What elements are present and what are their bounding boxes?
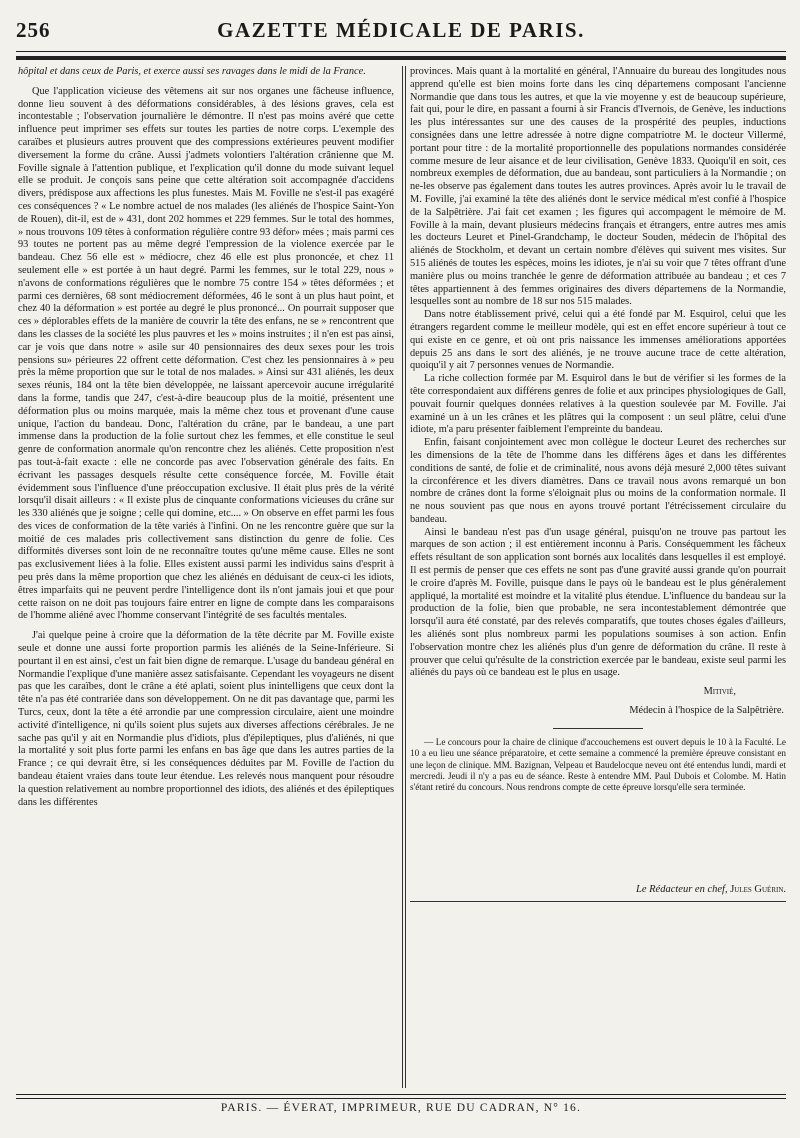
right-paragraph-5: Ainsi le bandeau n'est pas d'un usage général, puisqu'on ne trouve pas partout les marques de son action ; il est entièrement inconnu à Paris. Conséquemment les fâcheux effets résultant de son application sont bornés aux localités dans lesquelles il est employé. Il est permis de penser que ces effets ne sont pas d'une gravité aussi grande qu'on pourrait le croire d'après M. Foville, puisque dans le pays où le bandeau est le plus généralement appliqué, la mortalité est moindre et la vitalité plus étendue. L'influence du bandeau sur la production de la folie, bien que probable, ne sera incontestablement démontrée que lorsqu'il aura été constaté, par des relevés comparatifs, que toutes choses égales d'ailleurs, les aliénés sont plus nombreux parmi les populations soumises à son action. Enfin l'observation montre chez les aliénés plus d'un genre de déformation du crâne. Il reste à prouver que celui qu'résulte de la constriction exercée par le bandeau, existe seul parmi les aliénés du pays où ce bandeau est le plus en usage. bbox=[410, 526, 786, 679]
left-paragraph-2: Que l'application vicieuse des vêtemens ait sur nos organes une fâcheuse influence, donne lieu souvent à des déformations considérables, à des lésions graves, cela est incontestable ; l'observation journalière le démontre. Il n'est pas moins avéré que cette influence peut imprimer ses effets sur toutes les parties de notre corps. L'exemple des caraïbes et plusieurs autres prouvent que des compressions extérieures peuvent modifier diversement la forme du crâne. Aussi j'admets volontiers l'altération crânienne que M. Foville signale à l'attention publique, et l'explication qu'il donne du mode suivant lequel elle se produit. Je conçois sans peine que cette altération soit accompagnée d'accidens divers, prédispose aux affections les plus funestes. Mais M. Foville ne s'est-il pas exagéré ces conséquences ? « Le nombre actuel de nos malades (les aliénés de l'hospice Saint-Yon de Rouen), dit-il, est de » 431, dont 202 hommes et 229 femmes. Sur le total des hommes, » nous trouvons 109 têtes à conformation régulière contre 93 défor» mées ; mais parmi ces 93 toutes ne portent pas au même degré l'empression de la violence exercée par le bandeau. Chez 56 elle est » médiocre, chez 46 elle est plus prononcée, et chez 11 seulement elle » est portée à un haut degré. Parmi les femmes, sur le total 229, nous » n'avons de conformations régulières que le nombre 75 contre 154 » têtes déformées ; et parmi ces dernières, 68 sont médiocrement déformées, 46 le sont à un plus haut point, et chez 40 la déformation » est portée au degré le plus prononcé... On pourrait supposer que ces » déplorables effets de la manière de couvrir la tête des enfans, ne se » rencontrent que dans les classes de la société les plus pauvres et les » moins instruites ; il n'en est pas ainsi, car je vois que dans notre » asile sur 40 pensionnaires des deux sexes pour les trois pensions su» périeures 22 offrent cette déformation. C'est chez les pensionnaires à » peu près la même proportion que sur le total de nos malades. » Ainsi sur 431 aliénés, les deux sexes réunis, 184 ont la tête bien développée, ne laissant apercevoir aucune irrégularité dans la forme, tandis que 247, c'est-à-dire beaucoup plus de la moitié, présentent une déformation plus ou moins marquée, mais la même chez tous et provenant d'une cause unique, l'action du bandeau. Donc, l'altération du crâne, par le bandeau, a une part immense dans la production de la folie surtout chez les femmes, et elle constitue le seul genre de conformation anormale qu'on rencontre chez les aliénés. Cette proposition n'est pas tout-à-fait exacte : elle ne concorde pas avec l'observation générale des faits. En écrivant les passages desquels résulte cette conséquence forcée, M. Foville était évidemment sous l'influence d'une préoccupation exclusive. Il était plus près de la vérité lorsqu'il disait ailleurs : « Il existe plus de cinquante conformations vicieuses du crâne sur les 330 aliénés que je soigne ; celle qui domine, etc.... » On observe en effet parmi les fous des vices de conformation de la tête variés à l'infini. On ne les rencontre guère que sur la moitié de ces malades pris collectivement sans distinction du genre de folie. Ces difformités diverses sont loin de ne reconnaître toutes qu'une même cause. Elles ne sont pas exclusivement liées à la folie. Elles existent aussi parmi les individus sains d'esprit à peu près dans la même proportion que chez les aliénés en déduisant de ceux-ci les idiots, êtres imparfaits qui ne peuvent perdre l'intelligence dont ils n'ont jamais joui et que pour cette raison on ne doit pas toujours faire entrer en ligne de compte dans les comparaisons de l'homme aliéné avec l'homme conservant l'intégrité de ses facultés mentales. bbox=[18, 85, 394, 622]
page-number: 256 bbox=[16, 18, 51, 42]
header-rule-thin bbox=[16, 51, 786, 52]
header-rule-thick bbox=[16, 56, 786, 60]
article-columns bbox=[16, 66, 786, 1088]
notice-separator bbox=[553, 728, 643, 729]
newspaper-page bbox=[16, 10, 786, 1128]
right-paragraph-4: Enfin, faisant conjointement avec mon collègue le docteur Leuret des recherches sur les dimensions de la tête de l'homme dans les différens âges et dans les différentes conditions de santé, de folie et de criminalité, nous avons déjà mesuré 2,000 têtes suivant la circonférence et les divers diamètres. Dans ce travail nous avons remarqué un bon nombre de crânes dont la forme s'éloignait plus ou moins de la conformation normale. Il ne nous souvient pas que nous en ayons trouvé portant l'étrécissement circulaire du bandeau. bbox=[410, 437, 786, 525]
editor-rule bbox=[410, 901, 786, 902]
left-column bbox=[18, 66, 394, 1088]
right-paragraph-2: Dans notre établissement privé, celui qui a été fondé par M. Esquirol, celui que les étrangers regardent comme le meilleur modèle, qui est en effet encore supérieur à tout ce qui existe en ce genre, et où ont pris naissance les immenses améliorations apportées depuis 25 ans dans le sort des aliénés, je ne trouve aucune trace de cette altération, quoiqu'il y ait 7 personnes venues de Normandie. bbox=[410, 309, 786, 372]
editor-signature bbox=[410, 884, 786, 897]
footer-rule-thin bbox=[16, 1098, 786, 1099]
left-paragraph-1: hôpital et dans ceux de Paris, et exerce aussi ses ravages dans le midi de la France. bbox=[18, 66, 366, 77]
editor-name: Jules Guérin. bbox=[730, 883, 786, 895]
column-divider-second bbox=[405, 66, 406, 1088]
page-title: GAZETTE MÉDICALE DE PARIS. bbox=[217, 18, 585, 42]
left-paragraph-3: J'ai quelque peine à croire que la déformation de la tête décrite par M. Foville existe seule et donne une aussi forte proportion parmis les aliénés de la Seine-Inférieure. Si pourtant il en est ainsi, c'est un fait bien digne de remarque. L'usage du bandeau général en Normandie l'explique d'une manière assez satisfaisante. Cependant les voyageurs ne disent pas que les caraïbes, dont le crâne a été aplati, soient plus inintelligens que ceux dont la tête n'a pas été contrariée dans son développement. On ne dit pas davantage que, parmi les Turcs, ceux, dont la tête a été arrondie par une compression circulaire, aient une moindre activité d'intelligence, ni qu'ils soient plus sujets aux diverses affections cérébrales. Je ne sache pas qu'il y ait en Normandie plus d'idiots, plus d'épileptiques, plus d'aliénés, ni que la mortalité y soit plus forte parmi les enfans en bas âge que dans les autres parties de la France ; ce qui devrait être, si les conséquences déduites par M. Foville de l'action du bandeau étaient vraies dans toute leur étendue. Les relevés nous manquent pour résoudre la question relativement au nombre proportionnel des idiots, des aliénés et des épileptiques dans les différentes bbox=[18, 630, 394, 808]
right-column bbox=[410, 66, 786, 1088]
right-paragraph-3: La riche collection formée par M. Esquirol dans le but de vérifier si les formes de la tête correspondaient aux différens genres de folie et aux principes physiologiques de Gall, pouvait fournir quelques données relatives à la question soulevée par M. Foville. J'ai examiné un à un les crânes et les plâtres qui la composent : un seul plâtre, celui d'une idiote, m'a paru présenter faiblement l'empreinte du bandeau. bbox=[410, 373, 786, 436]
footer-rule-thick bbox=[16, 1094, 786, 1095]
signature-title: Médecin à l'hospice de la Salpêtrière. bbox=[629, 705, 784, 717]
concours-notice: — Le concours pour la chaire de clinique d'accouchemens est ouvert depuis le 10 à la Faculté. Le 10 a eu lieu une séance préparatoire, et cette semaine a commencé la première épreuve consistant en une leçon de clinique. MM. Bazignan, Velpeau et Baudelocque neveu ont été entendus lundi, mardi et mercredi. Jeudi il n'y a pas eu de séance. Reste à entendre MM. Paul Dubois et Colombe. M. Hatin s'étant retiré du concours. Nous rendrons compte de cette épreuve lorsqu'elle sera terminée. bbox=[410, 736, 786, 793]
editor-label: Le Rédacteur en chef, bbox=[636, 883, 728, 895]
right-paragraph-1: provinces. Mais quant à la mortalité en général, l'Annuaire du bureau des longitudes nous apprend qu'elle est bien moins forte dans les cinq départemens composant l'ancienne Normandie que dans tous les autres, et que la vie moyenne y est de beaucoup supérieure, fait qui, pour le dire, en passant a fourni à sir Francis d'Ivernois, de Genève, les inductions les plus intéressantes sur une des causes de la prospérité des peuples, inductions consignées dans une lettre adressée à notre digne compatriotre M. le docteur Villermé, portant pour titre : de la mortalité proportionnelle des populations normandes considérée comme mesure de leur aisance et de leur civilisation, Genève 1833. Quoiqu'il en soit, ces nombreux exemples de déformation, due au bandeau, sont particuliers à la Normandie ; on ne-les observe pas également dans toutes les autres provinces. Après avoir lu le travail de M. Foville, j'ai examiné la tête des aliénés dont le service médical m'est confié à l'hospice de la Salpêtrière. J'ai fait cet examen ; les figures qui accompagent le mémoire de M. Foville à la main, devant plusieurs médecins français et étrangers, entre autres mes amis les docteurs Leuret et Pinel-Grandchamp, le docteur Souden, médecin de l'hôpital des aliénés de Stockholm, et devant un certain nombre d'élèves qui suivent mes visites. Sur 515 aliénés de toutes les espèces, moins les idiotes, je n'ai su voir que 7 têtes offrant d'une manière plus ou moins tranchée le genre de déformation attribuée au bandeau ; et ces 7 têtes appartiennent à des femmes originaires des divers départemens de la Normandie, lesquelles sont au nombre de 18 sur nos 515 malades. bbox=[410, 66, 786, 308]
printer-imprint: PARIS. — ÉVERAT, IMPRIMEUR, RUE DU CADRAN, N° 16. bbox=[220, 1102, 582, 1114]
page-header bbox=[16, 10, 786, 44]
signature-name: Mitivié, bbox=[703, 686, 736, 698]
column-divider bbox=[402, 66, 403, 1088]
